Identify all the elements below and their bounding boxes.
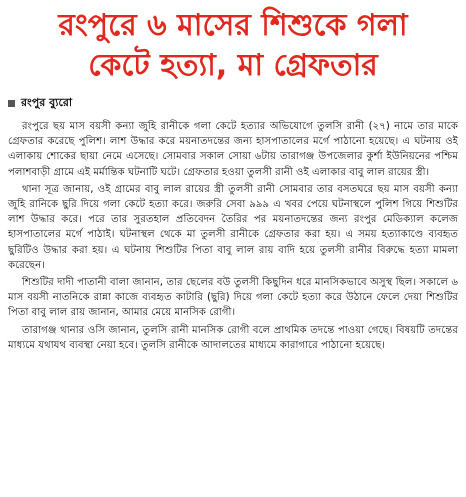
- headline-line-1: রংপুরে ৬ মাসের শিশুকে গলা: [58, 8, 408, 43]
- square-bullet-icon: [8, 100, 15, 107]
- paragraph-3: শিশুটির দাদী পাতানী বালা জানান, তার ছেলের বউ তুলসী কিছুদিন ধরে মানসিকভাবে অসুস্থ ছিল। সকালে ৬ মাস বয়সী নাতনিকে রান্না কাজে ব্যবহৃত কাটারি (ছুরি) দিয়ে গলা কেটে হত্যা করে উঠানে ফেলে দেয়া শিশুটির পিতা বাবু লাল রায় জানান, আমার মেয়ে মানসিক রোগী।: [8, 277, 458, 319]
- headline-line-2: কেটে হত্যা, মা গ্রেফতার: [88, 48, 378, 83]
- article-body: [8, 119, 458, 353]
- paragraph-1: রংপুরে ছয় মাস বয়সী কন্যা জুহি রানীকে গলা কেটে হত্যার অভিযোগে তুলসি রানী (২৭) নামে তার মাকে গ্রেফতার করেছে পুলিশ। লাশ উদ্ধার করে ময়নাতদন্তের জন্য হাসপাতালের মর্গে পাঠানো হয়েছে। এ ঘটনায় ওই এলাকায় শোকের ছায়া নেমে এসেছে। সোমবার সকাল সোয়া ৬টায় তারাগঞ্জ উপজেলার কুর্শা ইউনিয়নের পশ্চিম পলাশবাড়ী গ্রামে এই মর্মান্তিক ঘটনাটি ঘটে। গ্রেফতার হওয়া তুলসী রানী ওই এলাকার বাবু লাল রায়ের স্ত্রী।: [8, 121, 458, 178]
- byline-text: রংপুর ব্যুরো: [21, 96, 73, 109]
- paragraph-4: তারাগঞ্জ থানার ওসি জানান, তুলসি রানী মানসিক রোগী বলে প্রাথমিক তদন্তে পাওয়া গেছে। বিষয়টি তদন্তের মাধ্যমে যথাযথ ব্যবস্থা নেয়া হবে। তুলসি রানীকে আদালতের মাধ্যমে কারাগারে পাঠানো হয়েছে।: [8, 324, 458, 351]
- headline: [8, 0, 458, 86]
- byline: [8, 94, 458, 113]
- paragraph-2: থানা সূত্র জানায়, ওই গ্রামের বাবু লাল রায়ের স্ত্রী তুলসী রানী সোমবার তার বসতঘরে ছয় মাস বয়সী কন্যা জুহি রানিকে ছুরি দিয়ে গলা কেটে হত্যা করে। জরুরি সেবা ৯৯৯ এ খবর পেয়ে ঘটনাস্থলে পুলিশ গিয়ে শিশুটির লাশ উদ্ধার করে। পরে তার সুরতহাল প্রতিবেদন তৈরির পর ময়নাতদন্তের জন্য রংপুর মেডিক্যাল কলেজ হাসপাতালের মর্গে পাঠাই। ঘটনাস্থল থেকে মা তুলসী রানীকে গ্রেফতার করা হয়। এ সময় হত্যাকাণ্ডে ব্যবহৃত ছুরিটিও উদ্ধার করা হয়। এ ঘটনায় শিশুটির পিতা বাবু লাল রায় বাদি হয়ে তুলসী রানীর বিরুদ্ধে হত্যা মামলা করেছেন।: [8, 183, 458, 271]
